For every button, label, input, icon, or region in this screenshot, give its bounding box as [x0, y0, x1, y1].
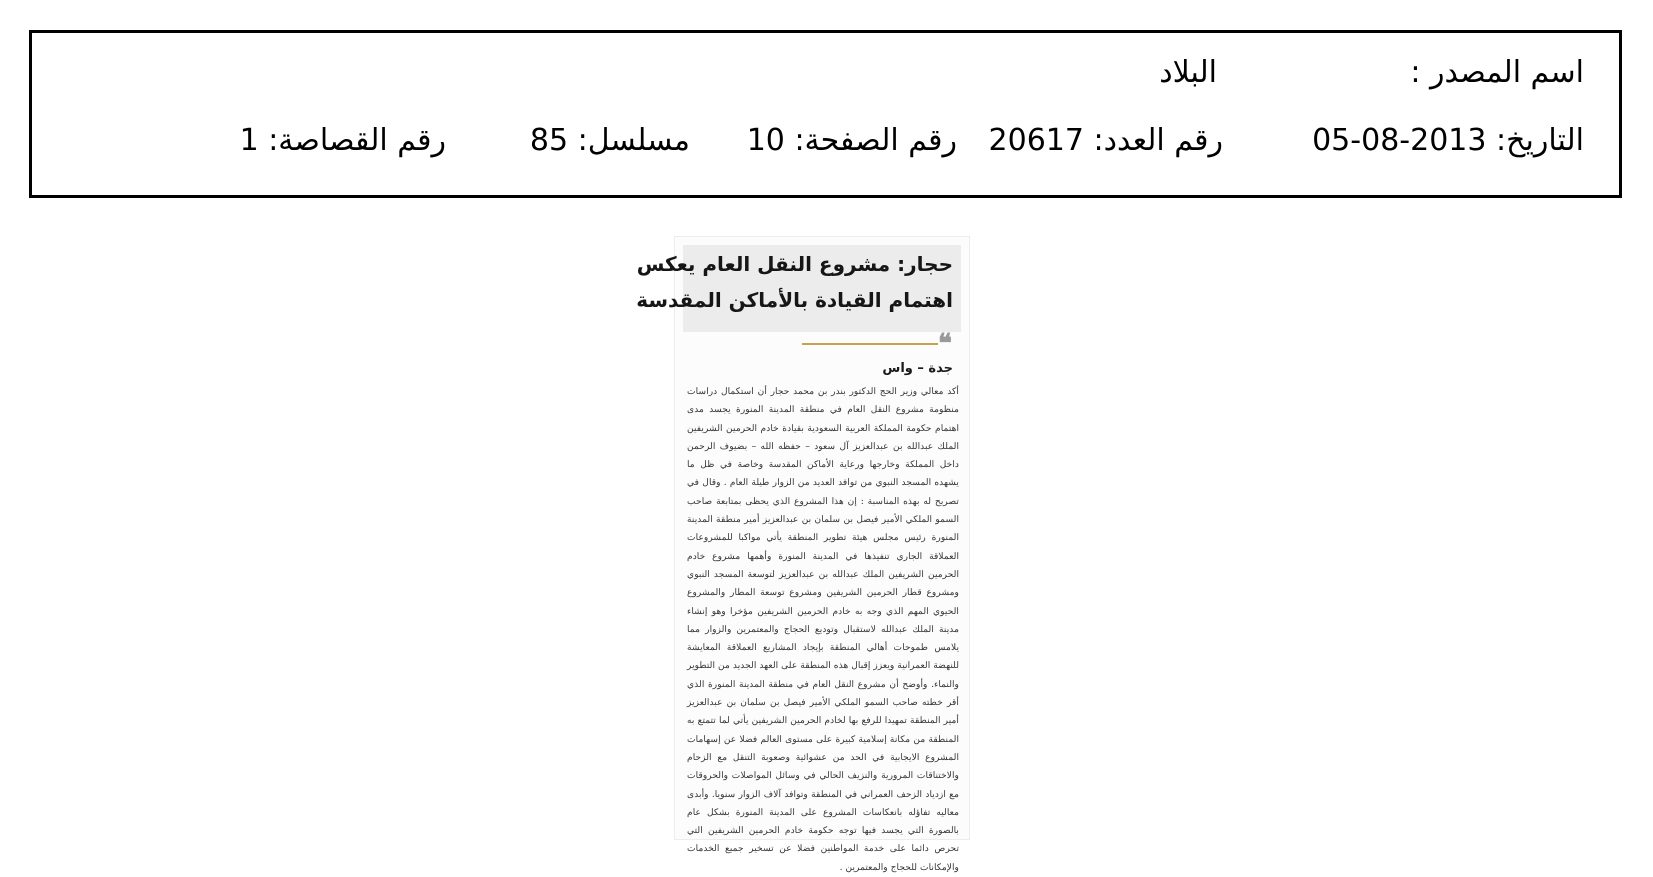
quote-mark-icon: ❝ — [938, 329, 952, 359]
issue-number-field: رقم العدد: 20617 — [988, 123, 1223, 158]
source-value: البلاد — [1159, 55, 1217, 90]
article-byline: جدة – واس — [882, 361, 953, 376]
date-field: التاريخ: 2013-08-05 — [1312, 123, 1584, 158]
article-body: أكد معالي وزير الحج الدكتور بندر بن محمد حجار أن استكمال دراسات منظومة مشروع النقل العام في منطقة المدينة المنورة يجسد مدى اهتمام حكومة المملكة العربية السعودية بقيادة خادم الحرمين الشريفين الملك عبدالله بن عبدالعزيز آل سعود – حفظه الله – بضيوف الرحمن داخل المملكة وخارجها ورعاية الأماكن المقدسة وخاصة في ظل ما يشهده المسجد النبوي من توافد العديد من الزوار طيلة العام . وقال في تصريح له بهذه المناسبة : إن هذا المشروع الذي يحظى بمتابعة صاحب السمو الملكي الأمير فيصل بن سلمان بن عبدالعزيز أمير منطقة المدينة المنورة رئيس مجلس هيئة تطوير المنطقة يأتي مواكبا للمشروعات العملاقة الجاري تنفيذها في المدينة المنورة وأهمها مشروع خادم الحرمين الشريفين الملك عبدالله بن عبدالعزيز لتوسعة المسجد النبوي ومشروع قطار الحرمين الشريفين ومشروع توسعة المطار والمشروع الحيوي المهم الذي وجه به خادم الحرمين الشريفين مؤخرا وهو إنشاء مدينة الملك عبدالله لاستقبال وتوديع الحجاج والمعتمرين والزوار مما يلامس طموحات أهالي المنطقة بإيجاد المشاريع العملاقة المعايشة للنهضة العمرانية ويعزز إقبال هذه المنطقة على العهد الجديد من التطوير والنماء. وأوضح أن مشروع النقل العام في منطقة المدينة المنورة الذي أقر خطته صاحب السمو الملكي الأمير فيصل بن سلمان بن عبدالعزيز أمير المنطقة تمهيدا للرفع بها لخادم الحرمين الشريفين يأتي لما تتمتع به المنطقة من مكانة إسلامية كبيرة على مستوى العالم فضلا عن إسهامات المشروع الايجابية في الحد من عشوائية وصعوبة التنقل مع الزحام والاختناقات المرورية والنزيف الحالي في وسائل المواصلات والحروقات مع ازدياد الزحف العمراني في المنطقة وتوافد آلاف الزوار سنويا. وأبدى معاليه تفاؤله بانعكاسات المشروع على المدينة المنورة بشكل عام بالصورة التي يجسد فيها توجه حكومة خادم الحرمين الشريفين التي تحرص دائما على خدمة المواطنين فضلا عن تسخير جميع الخدمات والإمكانات للحجاج والمعتمرين . — [687, 386, 959, 873]
clip-number-field: رقم القصاصة: 1 — [239, 123, 446, 158]
headline-line-2: اهتمام القيادة بالأماكن المقدسة — [636, 288, 953, 312]
serial-number-field: مسلسل: 85 — [529, 123, 690, 158]
headline-divider — [802, 343, 938, 345]
source-info-box — [29, 30, 1622, 198]
headline-line-1: حجار: مشروع النقل العام يعكس — [636, 252, 953, 276]
source-label: اسم المصدر : — [1410, 55, 1584, 90]
page-number-field: رقم الصفحة: 10 — [746, 123, 957, 158]
newspaper-clipping — [636, 236, 970, 873]
